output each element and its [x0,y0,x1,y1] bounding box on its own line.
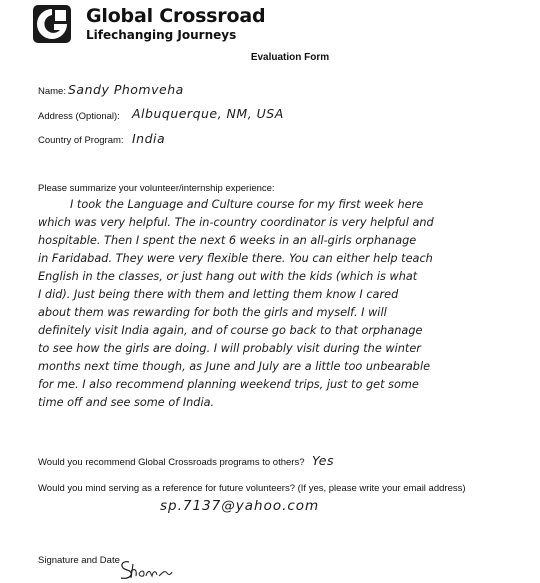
recommend-question: Would you recommend Global Crossroads programs to others? [38,457,305,468]
summary-line: English in the classes, or just hang out with the kids (which is what [38,270,418,283]
summary-prompt: Please summarize your volunteer/internship experience: [38,183,275,194]
brand-tagline: Lifechanging Journeys [86,28,237,42]
summary-line: for me. I also recommend planning weekend trips, just to get some [38,378,419,391]
summary-line: to see how the girls are doing. I will probably visit during the winter [38,342,421,355]
name-label: Name: [38,86,66,97]
summary-line: definitely visit India again, and of course go back to that orphanage [38,324,423,337]
summary-line: hospitable. Then I spent the next 6 weeks in an all-girls orphanage [38,234,417,247]
summary-line: I took the Language and Culture course for my first week here [70,198,424,211]
country-label: Country of Program: [38,135,124,146]
summary-line: which was very helpful. The in-country coordinator is very helpful and [38,216,434,229]
name-value: Sandy Phomveha [68,82,184,97]
address-label: Address (Optional): [38,111,120,122]
recommend-answer: Yes [312,453,334,468]
address-value: Albuquerque, NM, USA [132,106,284,121]
email-value: sp.7137@yahoo.com [160,498,320,514]
signature-label: Signature and Date [38,555,120,566]
brand-name: Global Crossroad [86,5,266,27]
reference-question: Would you mind serving as a reference for future volunteers? (If yes, please write your email address) [38,483,466,494]
summary-line: about them was rewarding for both the girls and myself. I will [38,306,387,319]
summary-line: I did). Just being there with them and letting them know I cared [38,288,399,301]
summary-line: in Faridabad. They were very flexible there. You can either help teach [38,252,433,265]
global-crossroad-logo [32,4,72,44]
summary-line: time off and see some of India. [38,396,215,409]
summary-line: months next time though, as June and July are a little too unbearable [38,360,431,373]
country-value: India [132,131,166,146]
handwritten-signature [117,556,173,582]
form-title: Evaluation Form [250,52,330,63]
